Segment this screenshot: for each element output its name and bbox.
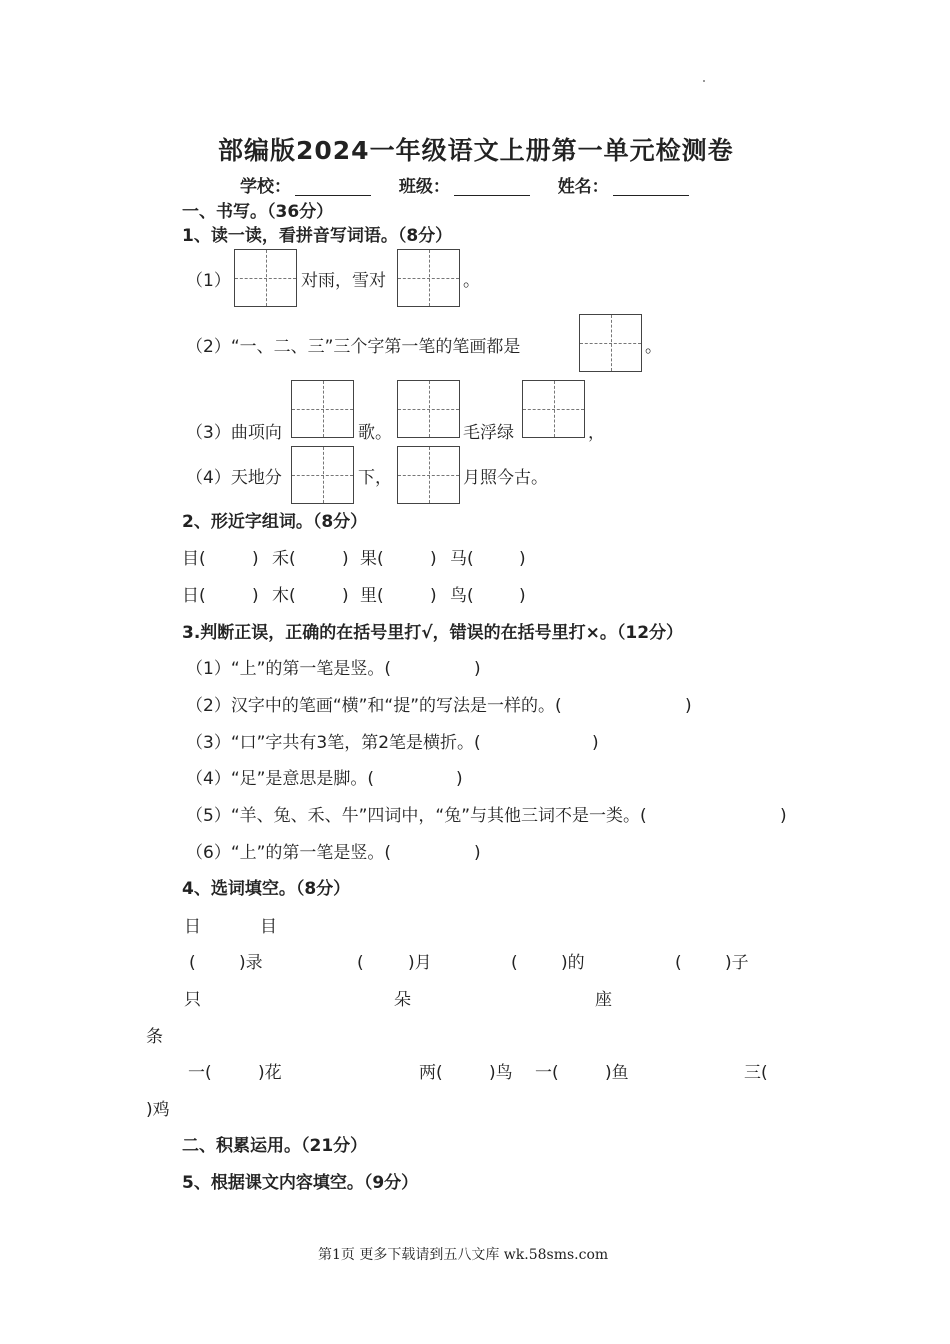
q4-fill: ( xyxy=(675,953,682,973)
q2-cell: 马( xyxy=(450,549,474,569)
q4-fill: ( xyxy=(511,953,518,973)
part2-heading: 二、积累运用。（21分） xyxy=(182,1136,368,1156)
q2-heading: 2、形近字组词。（8分） xyxy=(182,512,368,532)
q1-line4-end: 月照今古。 xyxy=(463,468,548,488)
q2-cell: ) xyxy=(342,586,349,606)
q1-line3-mid2: 毛浮绿 xyxy=(463,423,514,443)
q1-line1-num: （1） xyxy=(186,271,231,291)
q2-cell: 日( xyxy=(182,586,206,606)
q4-heading: 4、选词填空。（8分） xyxy=(182,879,351,899)
q1-line2-text: （2）“一、二、三”三个字第一笔的笔画都是 xyxy=(186,337,521,357)
tian-grid-box[interactable] xyxy=(397,249,460,307)
q1-line3-num: （3）曲项向 xyxy=(186,423,282,443)
class-blank[interactable] xyxy=(454,179,530,196)
q4-word: 日 xyxy=(184,917,201,937)
q1-line1-mid: 对雨，雪对 xyxy=(301,271,386,291)
header-info xyxy=(240,179,689,196)
tian-grid-box[interactable] xyxy=(579,314,642,372)
q3-item: （5）“羊、兔、禾、牛”四词中，“兔”与其他三词不是一类。( xyxy=(186,806,647,826)
stray-mark xyxy=(703,80,705,82)
q4-fill: )鸟 xyxy=(489,1063,513,1083)
q2-cell: ) xyxy=(252,586,259,606)
page-title: 部编版2024一年级语文上册第一单元检测卷 xyxy=(218,136,734,165)
q4-fill: 两( xyxy=(419,1063,443,1083)
q4-fill: 一( xyxy=(188,1063,212,1083)
q1-line1-end: 。 xyxy=(463,271,480,291)
q2-cell: ) xyxy=(252,549,259,569)
name-label: 姓名： xyxy=(557,177,609,197)
q3-item: （3）“口”字共有3笔，第2笔是横折。( xyxy=(186,733,481,753)
q4-fill: )鸡 xyxy=(146,1100,170,1120)
q4-fill: 一( xyxy=(535,1063,559,1083)
q3-item-close: ) xyxy=(780,806,787,826)
q5-heading: 5、根据课文内容填空。（9分） xyxy=(182,1173,419,1193)
q2-cell: 果( xyxy=(360,549,384,569)
q1-line3-end: ， xyxy=(588,423,605,443)
q1-line4-num: （4）天地分 xyxy=(186,468,282,488)
tian-grid-box[interactable] xyxy=(291,380,354,438)
q2-cell: ) xyxy=(430,549,437,569)
q4-fill: )鱼 xyxy=(605,1063,629,1083)
tian-grid-box[interactable] xyxy=(397,446,460,504)
q4-fill: ( xyxy=(357,953,364,973)
tian-grid-box[interactable] xyxy=(291,446,354,504)
q4-word: 朵 xyxy=(394,990,411,1010)
q4-word: 只 xyxy=(184,990,201,1010)
q2-cell: 禾( xyxy=(272,549,296,569)
q2-cell: ) xyxy=(342,549,349,569)
q4-fill: ( xyxy=(189,953,196,973)
q3-item: （4）“足”是意思是脚。( xyxy=(186,769,375,789)
q4-fill: )的 xyxy=(561,953,585,973)
tian-grid-box[interactable] xyxy=(234,249,297,307)
q3-item: （6）“上”的第一笔是竖。( xyxy=(186,843,392,863)
q2-cell: ) xyxy=(430,586,437,606)
q1-line2-end: 。 xyxy=(645,337,662,357)
q4-fill: 三( xyxy=(744,1063,768,1083)
q3-item-close: ) xyxy=(474,843,481,863)
q3-item-close: ) xyxy=(685,696,692,716)
page-footer: 第1页 更多下载请到五八文库 wk.58sms.com xyxy=(318,1247,609,1263)
q2-cell: ) xyxy=(519,586,526,606)
q4-word: 座 xyxy=(595,990,612,1010)
q2-cell: 目( xyxy=(182,549,206,569)
q1-heading: 1、读一读，看拼音写词语。（8分） xyxy=(182,226,453,246)
q2-cell: 木( xyxy=(272,586,296,606)
tian-grid-box[interactable] xyxy=(522,380,585,438)
class-label: 班级： xyxy=(398,177,450,197)
q3-item: （2）汉字中的笔画“横”和“提”的写法是一样的。( xyxy=(186,696,562,716)
q4-fill: )录 xyxy=(239,953,263,973)
part1-heading: 一、书写。（36分） xyxy=(182,202,334,222)
q4-fill: )花 xyxy=(258,1063,282,1083)
name-blank[interactable] xyxy=(613,179,689,196)
q4-fill: )子 xyxy=(725,953,749,973)
school-blank[interactable] xyxy=(295,179,371,196)
q3-item: （1）“上”的第一笔是竖。( xyxy=(186,659,392,679)
q2-cell: 里( xyxy=(360,586,384,606)
q3-item-close: ) xyxy=(456,769,463,789)
school-label: 学校： xyxy=(240,177,291,197)
q3-item-close: ) xyxy=(592,733,599,753)
q4-fill: )月 xyxy=(408,953,432,973)
tian-grid-box[interactable] xyxy=(397,380,460,438)
q1-line4-mid: 下， xyxy=(358,468,392,488)
q1-line3-mid1: 歌。 xyxy=(358,423,392,443)
q4-word: 目 xyxy=(260,917,277,937)
q2-cell: 鸟( xyxy=(450,586,474,606)
q3-heading: 3.判断正误，正确的在括号里打√，错误的在括号里打×。（12分） xyxy=(182,623,684,643)
q4-word: 条 xyxy=(146,1027,163,1047)
q2-cell: ) xyxy=(519,549,526,569)
q3-item-close: ) xyxy=(474,659,481,679)
